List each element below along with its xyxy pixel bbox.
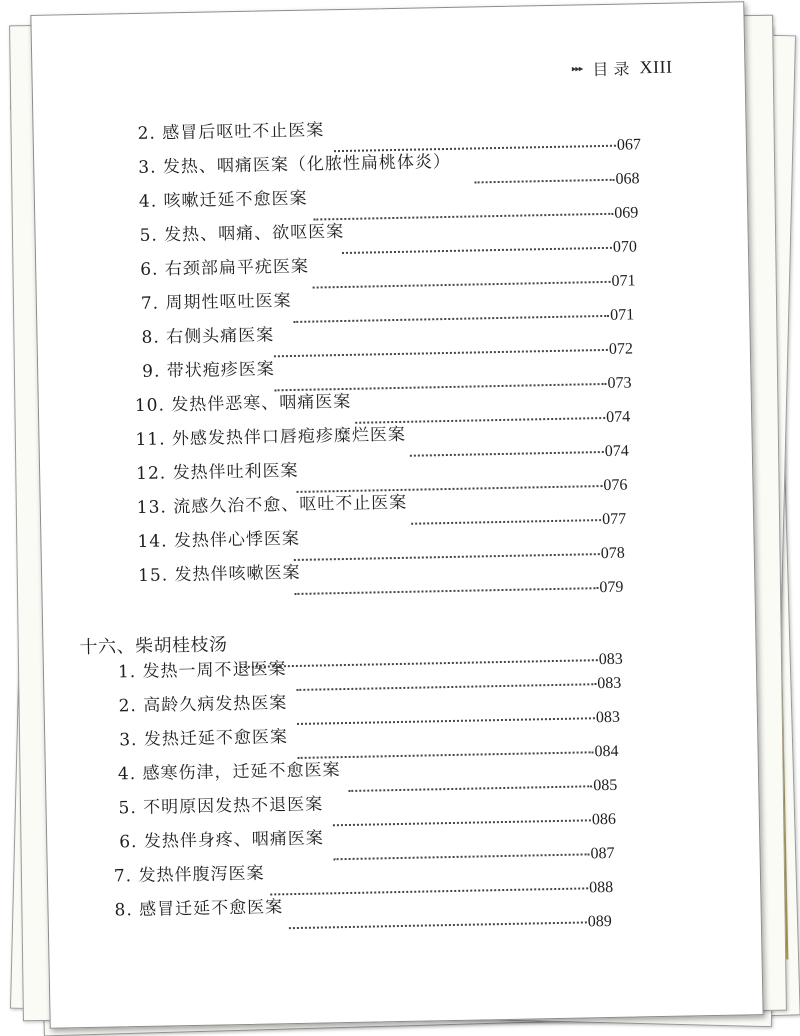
toc-entry-page: 068 [615, 170, 640, 188]
running-head [572, 56, 673, 81]
toc-entry-label: 7. 周期性呕吐医案 [140, 290, 292, 314]
toc-entry-page: 067 [616, 136, 642, 154]
running-head-title: 目 录 [592, 59, 630, 80]
toc-section-label: 十六、柴胡桂枝汤 [79, 634, 228, 659]
toc-entry-page: 086 [591, 810, 617, 829]
toc-entry-page: 083 [597, 674, 622, 693]
toc-entry-page: 071 [611, 272, 636, 290]
toc-entry-label: 10. 发热伴恶寒、咽痛医案 [134, 391, 352, 417]
toc-entry-label: 5. 不明原因发热不退医案 [118, 794, 324, 819]
toc-entry-page: 084 [594, 742, 619, 761]
toc-entry-label: 3. 发热、咽痛医案（化脓性扁桃体炎） [138, 151, 452, 178]
toc-entry-page: 071 [610, 306, 635, 324]
toc-entry-page: 074 [606, 408, 631, 426]
toc-section-page: 083 [598, 650, 623, 669]
toc-entry[interactable] [48, 888, 761, 936]
toc-entry-page: 073 [607, 374, 632, 392]
toc-entry-label: 2. 感冒后呕吐不止医案 [137, 120, 325, 144]
toc-entry-label: 9. 带状疱疹医案 [142, 359, 275, 382]
toc-entry-label: 6. 右颈部扁平疣医案 [140, 256, 310, 280]
toc-entry-label: 1. 发热一周不退医案 [117, 659, 287, 683]
toc-entry-label: 8. 右侧头痛医案 [141, 325, 275, 348]
toc-entry-label: 12. 发热伴吐利医案 [135, 460, 299, 484]
toc-entry-label: 4. 咳嗽迁延不愈医案 [138, 188, 308, 212]
toc-entry-page: 087 [590, 844, 615, 863]
toc-leader-dots [474, 171, 614, 184]
toc-entry-page: 079 [599, 578, 624, 597]
toc-entry-page: 076 [603, 476, 628, 495]
running-head-arrows-icon: ▸▸▸ [571, 63, 583, 75]
toc-leader-dots [289, 913, 587, 929]
toc-entry-page: 077 [601, 510, 627, 529]
toc-entry-label: 15. 发热伴咳嗽医案 [137, 562, 301, 586]
toc-entry-label: 14. 发热伴心悸医案 [137, 528, 301, 552]
toc-entry-page: 072 [608, 340, 634, 358]
toc-entry-page: 070 [612, 238, 638, 256]
running-head-page-number: XIII [639, 56, 673, 78]
toc-entry-label: 6. 发热伴身疼、咽痛医案 [119, 828, 325, 853]
toc-entry-page: 069 [614, 204, 639, 222]
toc-page [30, 1, 763, 1029]
table-of-contents [33, 112, 760, 936]
toc-entry-label: 13. 流感久治不愈、呕吐不止医案 [136, 492, 408, 518]
toc-leader-dots [294, 579, 598, 595]
toc-entry-page: 085 [593, 776, 618, 795]
toc-entry-page: 074 [604, 442, 629, 460]
toc-entry-label: 3. 发热迁延不愈医案 [119, 727, 289, 751]
toc-entry-label: 11. 外感发热伴口唇疱疹糜烂医案 [135, 424, 407, 451]
toc-entry-label: 5. 发热、咽痛、欲呕医案 [139, 221, 345, 246]
toc-entry-page: 088 [589, 878, 614, 897]
toc-entry-label: 4. 感寒伤津，迁延不愈医案 [117, 760, 341, 785]
toc-entry-label: 2. 高龄久病发热医案 [118, 693, 288, 717]
toc-entry-page: 089 [587, 912, 613, 931]
toc-entry-page: 083 [595, 708, 621, 727]
toc-entry-page: 078 [600, 544, 625, 563]
toc-entry-label: 7. 发热伴腹泻医案 [113, 863, 265, 887]
toc-entry-label: 8. 感冒迁延不愈医案 [114, 897, 284, 921]
